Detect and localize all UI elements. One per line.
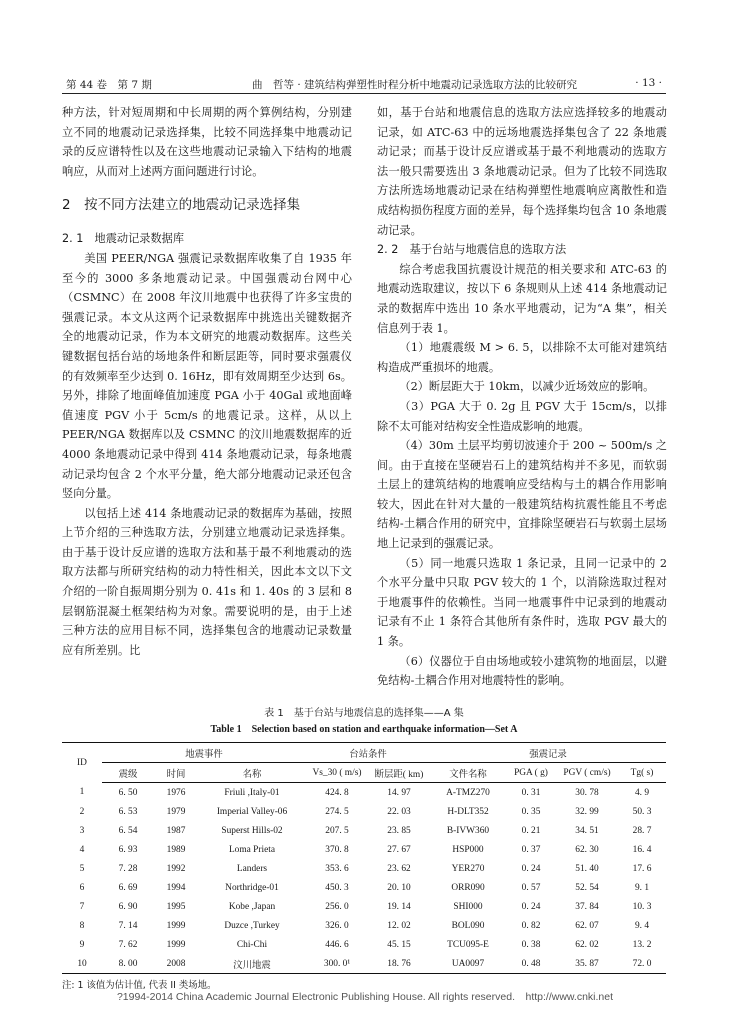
table-cell: 18. 76 xyxy=(368,954,430,974)
table-cell: 0. 48 xyxy=(506,954,556,974)
table-cell: Duzce ,Turkey xyxy=(224,920,280,931)
table-cell: 6. 53 xyxy=(118,806,138,817)
col-header-pga: PGA ( g) xyxy=(506,763,556,783)
table-cell: 6. 90 xyxy=(118,901,138,912)
table-cell: 13. 2 xyxy=(632,939,652,950)
table-cell: 0. 38 xyxy=(521,939,541,950)
table-cell: 0. 21 xyxy=(521,825,541,836)
table-cell: 1999 xyxy=(166,939,186,950)
table-cell: 62. 30 xyxy=(575,844,599,855)
table-cell: 300. 0¹ xyxy=(306,954,368,974)
table-cell: 6 xyxy=(79,882,85,893)
col-header-tg: Tg( s) xyxy=(618,763,666,783)
table-row xyxy=(62,878,666,897)
table-cell: 14. 97 xyxy=(387,787,411,798)
subsection-heading-2-1: 2. 1 地震动记录数据库 xyxy=(62,232,185,246)
table-cell: 6. 93 xyxy=(118,844,138,855)
table-cell: H-DLT352 xyxy=(447,806,489,817)
group-header-event: 地震事件 xyxy=(102,743,306,763)
table-row xyxy=(62,859,666,878)
paragraph-continued-right: 如，基于台站和地震信息的选取方法应选择较多的地震动记录，如 ATC-63 中的远场地震选择集包含了 22 条地震动记录；而基于设计反应谱或基于最不利地震动的选取方法一般只需要选出 3 条地震动记录。但为了比较不同选取方法所选场地震动记录在结构弹塑性地震响应离散性和造成结构损伤程度方面的差异，每个选择集均包含 10 条地震动记录。 xyxy=(377,106,667,237)
table-cell: YER270 xyxy=(451,863,485,874)
right-column xyxy=(377,103,667,691)
table-cell: 446. 6 xyxy=(325,939,349,950)
table-cell: Imperial Valley-06 xyxy=(216,806,288,817)
rule-1: （1）地震震级 M > 6. 5，以排除不太可能对建筑结构造成严重损坏的地震。 xyxy=(377,341,667,374)
table-cell: 8. 00 xyxy=(102,954,154,974)
table-caption-zh: 表 1 基于台站与地震信息的选择集——A 集 xyxy=(264,708,464,719)
table-cell: 10 xyxy=(62,954,102,974)
table-cell: 4 xyxy=(79,844,85,855)
col-header-name: 名称 xyxy=(198,763,306,783)
table-cell: UA0097 xyxy=(430,954,506,974)
table-cell: 1976 xyxy=(166,787,186,798)
table-cell: 45. 15 xyxy=(387,939,411,950)
table-row xyxy=(62,821,666,840)
table-cell: 7 xyxy=(79,901,85,912)
table-row xyxy=(62,840,666,859)
table-cell: 20. 10 xyxy=(387,882,411,893)
table-cell: 6. 54 xyxy=(118,825,138,836)
copyright-footer: ?1994-2014 China Academic Journal Electronic Publishing House. All rights reserved. http://www.cnki.net xyxy=(116,991,614,1003)
table-cell: 1994 xyxy=(166,882,186,893)
table-cell: BOL090 xyxy=(451,920,485,931)
subsection-heading-2-2: 2. 2 基于台站与地震信息的选取方法 xyxy=(377,243,567,257)
table-cell: 0. 24 xyxy=(521,901,541,912)
paragraph-database: 美国 PEER/NGA 强震记录数据库收集了自 1935 年至今的 3000 多条地震动记录。中国强震动台网中心（CSMNC）在 2008 年汶川地震中也获得了许多宝贵的强震记录。本文从这两个记录数据库中挑选出关键数据齐全的地震动记录，作为本文研究的地震动数据库。这些关键数据包括台站的场地条件和断层距等，同时要求强震仪的有效频率至少达到 0. 16Hz，即有效周期至少达到 6s。另外，排除了地面峰值加速度 PGA 小于 40Gal 或地面峰值速度 PGV 小于 5cm/s 的地震记录。这样，从以上 PEER/NGA 数据库以及 CSMNC 的汶川地震数据库的近 4000 条地震动记录中得到 414 条地震动记录，每条地震动记录均包含 2 个水平分量，绝大部分地震动记录还包含竖向分量。 xyxy=(62,251,352,501)
table-cell: 1989 xyxy=(166,844,186,855)
table-cell: 28. 7 xyxy=(632,825,652,836)
running-header xyxy=(62,74,666,94)
table-cell: 7. 28 xyxy=(118,863,138,874)
table-cell: 0. 24 xyxy=(521,863,541,874)
table-cell: Northridge-01 xyxy=(225,882,279,893)
table-cell: Superst Hills-02 xyxy=(221,825,283,836)
rule-6: （6）仪器位于自由场地或较小建筑物的地面层，以避免结构-土耦合作用对地震特性的影响。 xyxy=(377,654,667,688)
table-cell: 27. 67 xyxy=(387,844,411,855)
table-cell: 1995 xyxy=(166,901,186,912)
table-1-block xyxy=(62,706,666,991)
table-cell: 7. 62 xyxy=(118,939,138,950)
table-cell: 19. 14 xyxy=(387,901,411,912)
table-row xyxy=(62,935,666,954)
rule-3: （3）PGA 大于 0. 2g 且 PGV 大于 15cm/s，以排除不太可能对结构安全性造成影响的地震。 xyxy=(377,399,667,433)
table-row xyxy=(62,916,666,935)
table-cell: 450. 3 xyxy=(325,882,349,893)
table-cell: 34. 51 xyxy=(575,825,599,836)
col-header-pgv: PGV ( cm/s) xyxy=(556,763,618,783)
table-cell: SHI000 xyxy=(453,901,483,912)
table-cell: 35. 87 xyxy=(556,954,618,974)
section-heading-2: 2 按不同方法建立的地震动记录选择集 xyxy=(62,197,301,214)
col-header-magnitude: 震级 xyxy=(102,763,154,783)
page-number: · 13 · xyxy=(635,77,662,89)
table-cell: 207. 5 xyxy=(325,825,349,836)
table-cell: Landers xyxy=(236,863,268,874)
table-cell: 4. 9 xyxy=(634,787,650,798)
table-cell: 8 xyxy=(79,920,85,931)
table-row xyxy=(62,783,666,803)
table-cell: 62. 02 xyxy=(575,939,599,950)
left-column xyxy=(62,103,352,660)
col-id-header: ID xyxy=(62,743,102,783)
table-cell: 274. 5 xyxy=(325,806,349,817)
table-cell: B-IVW360 xyxy=(446,825,490,836)
paragraph-selection-sets: 以包括上述 414 条地震动记录的数据库为基础，按照上节介绍的三种选取方法，分别建立地震动记录选择集。由于基于设计反应谱的选取方法和基于最不利地震动的选取方法都与所研究结构的动力特性相关，因此本文以下文介绍的一阶自振周期分别为 0. 41s 和 1. 40s 的 3 层和 8 层钢筋混凝土框架结构为对象。需要说明的是，由于上述三种方法的应用目标不同，选择集包含的地震动记录数量应有所差别。比 xyxy=(62,506,352,657)
paragraph-rules-intro: 综合考虑我国抗震设计规范的相关要求和 ATC-63 的地震动选取建议，按以下 6 条规则从上述 414 条地震动记录的数据库中选出 10 条水平地震动，记为“A 集”，相关信息列于表 1。 xyxy=(377,262,667,335)
table-cell: 7. 14 xyxy=(118,920,138,931)
table-cell: 370. 8 xyxy=(325,844,349,855)
table-cell: 0. 35 xyxy=(521,806,541,817)
table-cell: 1979 xyxy=(166,806,186,817)
table-cell: 22. 03 xyxy=(387,806,411,817)
journal-volume-issue: 第 44 卷 第 7 期 xyxy=(66,79,152,91)
table-cell: 17. 6 xyxy=(632,863,652,874)
col-header-year: 时间 xyxy=(154,763,198,783)
rule-2: （2）断层距大于 10km，以减少近场效应的影响。 xyxy=(399,380,655,394)
table-cell: 6. 50 xyxy=(118,787,138,798)
table-1 xyxy=(62,742,666,974)
table-row xyxy=(62,897,666,916)
table-cell: 9. 4 xyxy=(634,920,650,931)
table-note: 注: 1 该值为估计值, 代表 II 类场地。 xyxy=(62,980,217,991)
table-cell: 1999 xyxy=(166,920,186,931)
table-cell: A-TMZ270 xyxy=(446,787,490,798)
table-cell: 32. 99 xyxy=(575,806,599,817)
table-cell: 12. 02 xyxy=(387,920,411,931)
table-cell: 2008 xyxy=(154,954,198,974)
table-cell: 9. 1 xyxy=(634,882,650,893)
table-cell: ORR090 xyxy=(451,882,485,893)
table-row xyxy=(62,954,666,974)
table-row xyxy=(62,802,666,821)
table-cell: 1 xyxy=(79,787,85,798)
col-header-vs30: Vs_30 ( m/s) xyxy=(306,763,368,783)
rule-4: （4）30m 土层平均剪切波速介于 200 ~ 500m/s 之间。由于直接在坚硬岩石上的建筑结构并不多见，而软弱土层上的建筑结构的地震响应受结构与土的耦合作用影响较大，因此在针对大量的一般建筑结构抗震性能且不考虑结构-土耦合作用的研究中，宜排除坚硬岩石与软弱土层场地上记录到的强震记录。 xyxy=(377,439,667,551)
table-cell: 326. 0 xyxy=(325,920,349,931)
table-cell: 51. 40 xyxy=(575,863,599,874)
table-cell: 0. 57 xyxy=(521,882,541,893)
table-header-row xyxy=(62,763,666,783)
col-header-filename: 文件名称 xyxy=(430,763,506,783)
table-cell: 50. 3 xyxy=(632,806,652,817)
table-cell: TCU095-E xyxy=(447,939,489,950)
table-cell: 0. 31 xyxy=(521,787,541,798)
table-cell: 353. 6 xyxy=(325,863,349,874)
table-cell: 30. 78 xyxy=(575,787,599,798)
table-cell: 0. 37 xyxy=(521,844,541,855)
table-caption-en: Table 1 Selection based on station and earthquake information—Set A xyxy=(210,724,518,735)
table-cell: Loma Prieta xyxy=(228,844,276,855)
table-cell: Chi-Chi xyxy=(236,939,268,950)
table-cell: 37. 84 xyxy=(575,901,599,912)
running-title: 曲 哲等 · 建筑结构弹塑性时程分析中地震动记录选取方法的比较研究 xyxy=(252,79,578,91)
table-cell: 16. 4 xyxy=(632,844,652,855)
table-cell: HSP000 xyxy=(452,844,484,855)
group-header-site: 台站条件 xyxy=(306,743,430,763)
table-cell: 1987 xyxy=(166,825,186,836)
table-cell: 72. 0 xyxy=(618,954,666,974)
table-cell: 6. 69 xyxy=(118,882,138,893)
table-cell: 23. 62 xyxy=(387,863,411,874)
group-header-record: 强震记录 xyxy=(430,743,666,763)
table-cell: 汶川地震 xyxy=(198,954,306,974)
table-cell: Kobe ,Japan xyxy=(228,901,276,912)
table-cell: 10. 3 xyxy=(632,901,652,912)
table-cell: 424. 8 xyxy=(325,787,349,798)
table-cell: 23. 85 xyxy=(387,825,411,836)
table-cell: 0. 82 xyxy=(521,920,541,931)
table-cell: 52. 54 xyxy=(575,882,599,893)
col-header-distance: 断层距( km) xyxy=(368,763,430,783)
table-cell: 62. 07 xyxy=(575,920,599,931)
table-cell: 9 xyxy=(79,939,85,950)
table-cell: Friuli ,Italy-01 xyxy=(224,787,280,798)
table-cell: 3 xyxy=(79,825,85,836)
table-cell: 5 xyxy=(79,863,85,874)
rule-5: （5）同一地震只选取 1 条记录，且同一记录中的 2 个水平分量中只取 PGV 较大的 1 个，以消除选取过程对于地震事件的依赖性。当同一地震事件中记录到的地震动记录有不止 1 条符合其他所有条件时，选取 PGV 最大的 1 条。 xyxy=(377,556,667,649)
table-cell: 1992 xyxy=(166,863,186,874)
paragraph-continued: 种方法，针对短周期和中长周期的两个算例结构，分别建立不同的地震动记录选择集，比较不同选择集中地震动记录的反应谱特性以及在这些地震动记录输入下结构的地震响应，从而对上述两方面问题进行讨论。 xyxy=(62,106,352,178)
table-cell: 2 xyxy=(79,806,85,817)
table-cell: 256. 0 xyxy=(325,901,349,912)
